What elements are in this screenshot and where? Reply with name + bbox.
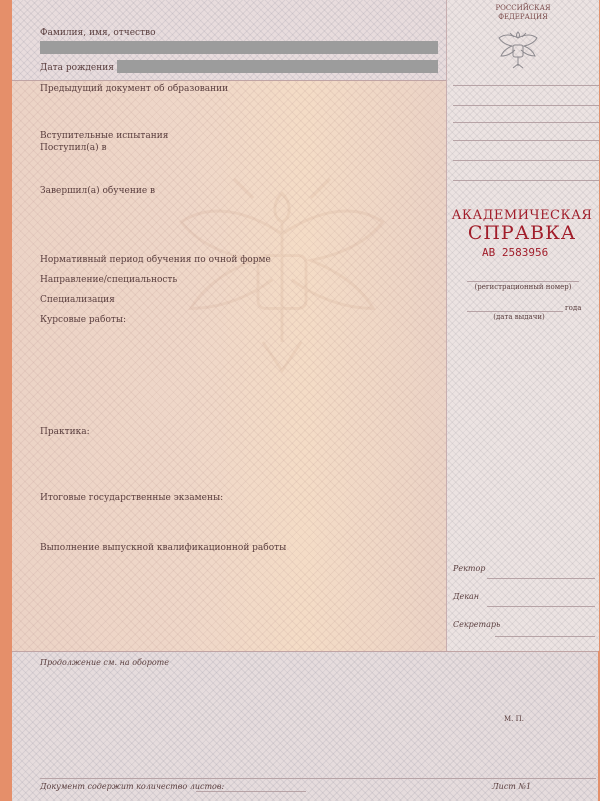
divider-line	[453, 180, 599, 181]
stamp-place: М. П.	[504, 715, 524, 723]
divider-line	[453, 160, 599, 161]
enrolled-label: Поступил(а) в	[40, 143, 107, 153]
fio-label: Фамилия, имя, отчество	[40, 28, 156, 38]
final-exams-label: Итоговые государственные экзамены:	[40, 493, 224, 503]
personal-data-band	[12, 0, 446, 81]
prev-doc-label: Предыдущий документ об образовании	[40, 84, 229, 94]
finished-label: Завершил(а) обучение в	[40, 186, 156, 196]
document-sheet	[12, 0, 598, 800]
sheet-number: Лист №1	[492, 782, 532, 791]
reg-number-caption: (регистрационный номер)	[474, 283, 572, 291]
dean-sign-line	[487, 606, 595, 607]
issue-date-line	[467, 311, 563, 312]
continuation-band	[12, 651, 598, 801]
document-title-line1: АКАДЕМИЧЕСКАЯ	[451, 208, 593, 223]
footer-divider	[40, 778, 596, 779]
eagle-watermark-icon	[162, 150, 402, 390]
coursework-label: Курсовые работы:	[40, 315, 127, 325]
dean-label: Декан	[453, 592, 480, 601]
direction-label: Направление/специальность	[40, 275, 178, 285]
sheet-count-line	[196, 791, 306, 792]
rector-label: Ректор	[453, 564, 486, 573]
birth-date-redaction	[117, 60, 438, 73]
year-word: года	[565, 304, 582, 312]
fio-redaction	[40, 41, 438, 54]
issue-date-caption: (дата выдачи)	[493, 313, 545, 321]
practice-label: Практика:	[40, 427, 90, 437]
rector-sign-line	[487, 578, 595, 579]
birth-date-label: Дата рождения	[40, 63, 114, 73]
divider-line	[453, 85, 599, 86]
reg-number-line	[467, 281, 579, 282]
document-info-column	[446, 0, 599, 651]
document-title-line2: СПРАВКА	[467, 222, 577, 244]
specialization-label: Специализация	[40, 295, 115, 305]
document-serial-number: АВ 2583956	[482, 246, 549, 259]
divider-line	[453, 122, 599, 123]
thesis-label: Выполнение выпускной квалификационной работы	[40, 543, 287, 553]
entrance-exams-label: Вступительные испытания	[40, 131, 169, 141]
secretary-sign-line	[495, 636, 595, 637]
divider-line	[453, 105, 599, 106]
country-line1: РОССИЙСКАЯ	[495, 4, 551, 12]
sheet-count-label: Документ содержит количество листов:	[40, 782, 225, 791]
divider-line	[453, 140, 599, 141]
coat-of-arms-icon	[496, 28, 540, 74]
continued-note: Продолжение см. на обороте	[40, 658, 169, 667]
country-line2: ФЕДЕРАЦИЯ	[498, 13, 548, 21]
normative-period-label: Нормативный период обучения по очной форме	[40, 255, 271, 265]
secretary-label: Секретарь	[453, 620, 501, 629]
